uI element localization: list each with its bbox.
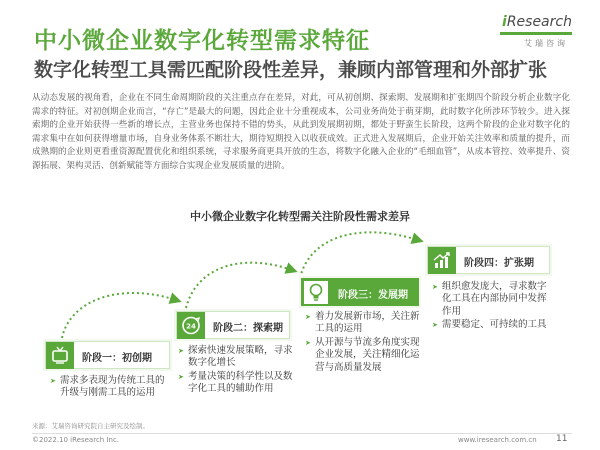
stage-1-icon-box — [46, 342, 74, 369]
stage-3-icon-box — [302, 279, 330, 306]
page-title: 中小微企业数字化转型需求特征 — [34, 28, 370, 54]
stage-2-box — [176, 311, 290, 339]
tv-icon — [46, 342, 74, 369]
stage-3-item: ➤ 从开源与节流多角度实现企业发展，关注精细化运营与高质量发展 — [305, 337, 427, 374]
stage-2-label: 阶段二：探索期 — [213, 323, 283, 334]
logo-wordmark: iResearch — [502, 14, 572, 30]
stage-1-item: ➤ 需求多表现为传统工具的升级与刚需工具的运用 — [50, 375, 170, 400]
stage-4-box — [427, 246, 550, 274]
growth-icon — [428, 247, 456, 274]
arrow-stage1-2 — [62, 293, 176, 338]
stage-1-list — [50, 375, 170, 401]
stage-4-list — [432, 281, 554, 333]
chart-title: 中小微企业数字化转型需关注阶段性需求差异 — [190, 210, 410, 223]
stage-2-icon-box — [177, 312, 205, 339]
arrow-stage2-3 — [186, 263, 292, 308]
page-number: 11 — [556, 434, 568, 444]
stage-1-box — [45, 341, 170, 369]
stage-3-label: 阶段三：发展期 — [338, 290, 408, 301]
footer-copyright: ©2022.10 iResearch Inc. — [32, 436, 120, 444]
stage-1-label: 阶段一：初创期 — [82, 353, 152, 364]
stage-4-item: ➤ 需要稳定、可持续的工具 — [432, 319, 554, 331]
footer-divider — [32, 433, 572, 434]
svg-text:24: 24 — [186, 322, 196, 331]
stage-4-item: ➤ 组织愈发庞大，寻求数字化工具在内部协同中发挥作用 — [432, 281, 554, 318]
source-note: 来源：艾瑞咨询研究院自主研究及绘制。 — [32, 422, 149, 430]
page-subtitle: 数字化转型工具需匹配阶段性差异，兼顾内部管理和外部扩张 — [34, 59, 548, 81]
stage-2-list — [178, 345, 300, 397]
body-paragraph: 从动态发展的视角看，企业在不同生命周期阶段的关注重点存在差异，对此，可从初创期、探索期、发展期和扩张期四个阶段分析企业数字化需求的特征。对初创期企业而言，“存亡”是最大的问题，因此企业十分重视成本，公司业务尚处于萌芽期，此时数字化所涉环节较少。进入探索期的企业开始获得一些新的增长点，主营业务也保持不错的势头，从此到发展期初期，都处于野蛮生长阶段，这两个阶段的企业对数字化的需求集中在如何获得增量市场，自身业务体系不断壮大，期待短期投入以收获成效。正式进入发展期后，企业开始关注效率和质量的提升，而成熟期的企业则更看重资源配置优化和组织系统，寻求服务商更具开放的生态，将数字化融入企业的“毛细血管”，从成本管控、效率提升、资源拓展、架构灵活、创新赋能等方面综合实现企业发展质量的进阶。 — [32, 93, 570, 171]
stage-3-list — [305, 311, 427, 375]
arrow-stage3-4 — [300, 232, 418, 278]
stage-3-box — [301, 278, 419, 306]
stage-4-icon-box — [428, 247, 456, 274]
logo-chinese: 艾瑞咨询 — [524, 39, 568, 48]
footer-url[interactable]: www.iresearch.com.cn — [458, 436, 537, 444]
lightbulb-icon — [304, 281, 328, 304]
stage-2-item: ➤ 考量决策的科学性以及数字化工具的辅助作用 — [178, 371, 300, 396]
stage-4-label: 阶段四：扩张期 — [464, 258, 534, 269]
24h-icon — [177, 312, 205, 339]
stage-3-item: ➤ 着力发展新市场，关注新工具的运用 — [305, 311, 427, 336]
stage-2-item: ➤ 探索快速发展策略，寻求数字化增长 — [178, 345, 300, 370]
